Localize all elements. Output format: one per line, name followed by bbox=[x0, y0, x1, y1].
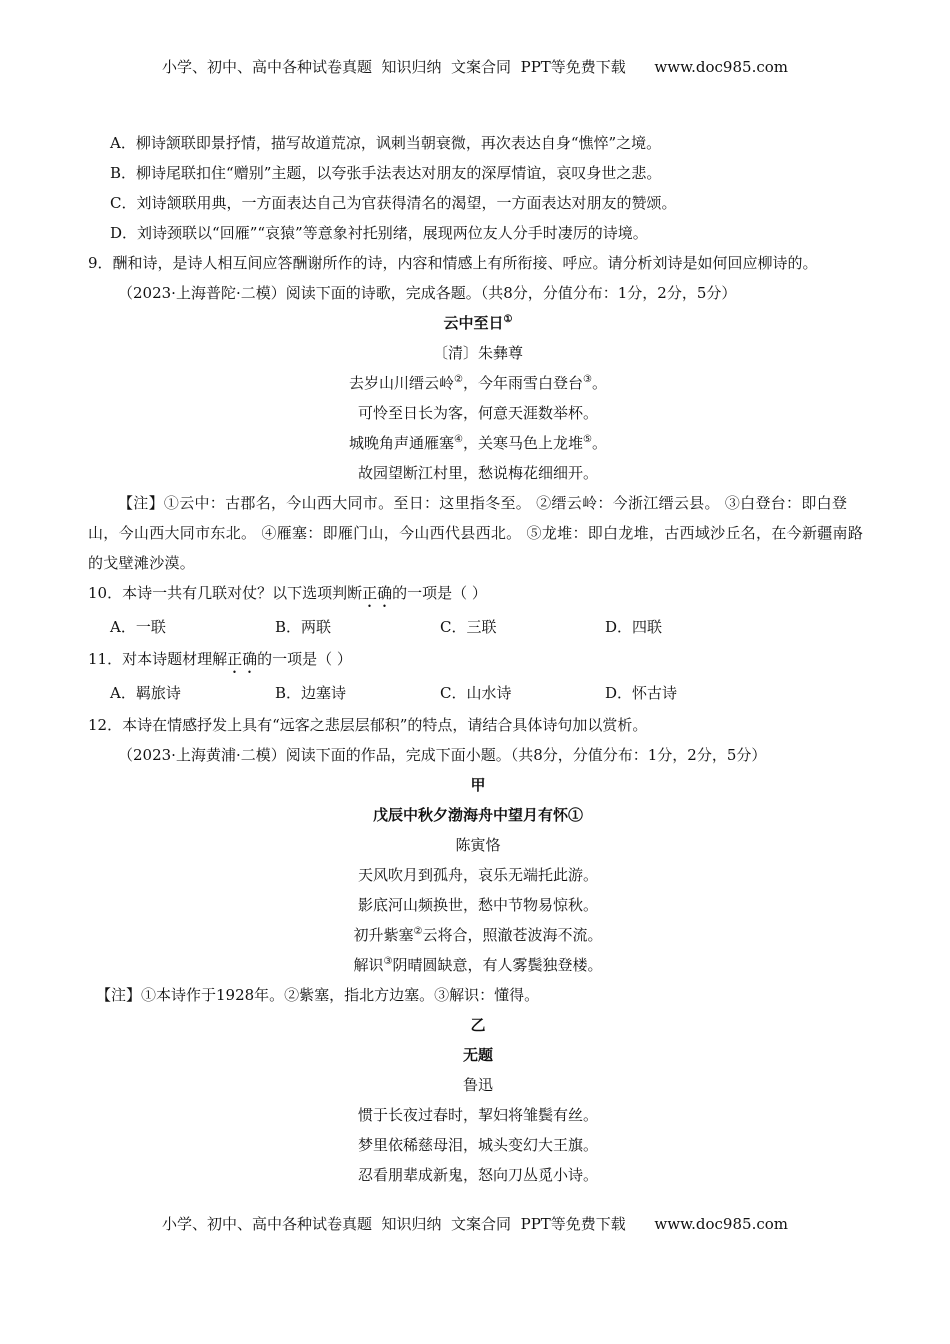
q11-option-b: B．边塞诗 bbox=[275, 684, 347, 702]
q10-emph: 正确 bbox=[362, 584, 393, 602]
q11-option-a: A．羁旅诗 bbox=[110, 684, 181, 702]
q10-post: 的一项是（ ） bbox=[392, 584, 487, 602]
page-header: 小学、初中、高中各种试卷真题 知识归纳 文案合同 PPT等免费下载 www.doc985.com bbox=[161, 58, 788, 76]
q8-option-d: D．刘诗颈联以“回雁”“哀猿”等意象衬托别绪，展现两位友人分手时凄厉的诗境。 bbox=[110, 224, 648, 242]
poem-b-title: 无题 bbox=[462, 1046, 493, 1064]
poem-a-line-4-b: 阴晴圆缺意，有人雾鬓独登楼。 bbox=[392, 956, 603, 974]
q8-option-b: B．柳诗尾联扣住“赠别”主题，以夸张手法表达对朋友的深厚情谊，哀叹身世之悲。 bbox=[110, 164, 662, 182]
q10-option-b: B．两联 bbox=[275, 618, 332, 636]
poem-a-line-3-b: 云将合，照澈苍波海不流。 bbox=[422, 926, 603, 944]
poem-a-line-4 bbox=[88, 950, 868, 980]
poem1-line-1-b: ，今年雨雪白登台 bbox=[462, 374, 583, 392]
poem1-title-text: 云中至日 bbox=[443, 314, 504, 332]
question-11 bbox=[88, 644, 868, 677]
q8-option-a: A．柳诗颔联即景抒情，描写故道荒凉，讽刺当朝衰微，再次表达自身“憔悴”之境。 bbox=[110, 134, 662, 152]
poem1-line-1-c: 。 bbox=[591, 374, 607, 392]
page-footer: 小学、初中、高中各种试卷真题 知识归纳 文案合同 PPT等免费下载 www.doc985.com bbox=[161, 1215, 788, 1233]
poem-a-line-4-n: ③ bbox=[383, 956, 393, 967]
poem1-title-note: ① bbox=[503, 314, 513, 325]
poem-a-line-3-a: 初升紫塞 bbox=[353, 926, 414, 944]
poem-a-line-1: 天风吹月到孤舟，哀乐无端托此游。 bbox=[357, 866, 598, 884]
q11-option-c: C．山水诗 bbox=[440, 684, 512, 702]
poem1-line-1-a: 去岁山川缙云岭 bbox=[349, 374, 455, 392]
poem-a-line-3 bbox=[88, 920, 868, 950]
poem-a-title: 戊辰中秋夕渤海舟中望月有怀① bbox=[372, 806, 583, 824]
question-9: 9．酬和诗，是诗人相互间应答酬谢所作的诗，内容和情感上有所衔接、呼应。请分析刘诗是如何回应柳诗的。 bbox=[88, 254, 818, 272]
section3-source: （2023·上海黄浦·二模）阅读下面的作品，完成下面小题。（共8分，分值分布：1分，2分，5分） bbox=[118, 746, 767, 764]
q10-options bbox=[88, 611, 868, 644]
question-12: 12．本诗在情感抒发上具有“远客之悲层层郁积”的特点，请结合具体诗句加以赏析。 bbox=[88, 716, 648, 734]
q11-post: 的一项是（ ） bbox=[257, 650, 352, 668]
q11-pre: 11．对本诗题材理解 bbox=[88, 650, 228, 668]
poem1-line-3 bbox=[88, 428, 868, 458]
poem1-title bbox=[88, 308, 868, 338]
q10-option-d: D．四联 bbox=[605, 618, 663, 636]
q11-option-d: D．怀古诗 bbox=[605, 684, 678, 702]
q11-emph: 正确 bbox=[227, 650, 258, 668]
q10-pre: 10．本诗一共有几联对仗？以下选项判断 bbox=[88, 584, 363, 602]
poem-b-label: 乙 bbox=[470, 1016, 486, 1034]
poem1-line-3-c: 。 bbox=[591, 434, 607, 452]
poem-b-author: 鲁迅 bbox=[462, 1076, 493, 1094]
poem-a-note: 【注】①本诗作于1928年。②紫塞，指北方边塞。③解识：懂得。 bbox=[96, 986, 540, 1004]
q10-option-c: C．三联 bbox=[440, 618, 497, 636]
poem1-line-4: 故园望断江村里，愁说梅花细细开。 bbox=[357, 464, 598, 482]
poem1-line-1 bbox=[88, 368, 868, 398]
poem-a-line-4-a: 解识 bbox=[353, 956, 384, 974]
poem1-author: 〔清〕朱彝尊 bbox=[432, 344, 523, 362]
poem1-note: 【注】①云中：古郡名，今山西大同市。至日：这里指冬至。 ②缙云岭：今浙江缙云县。 ③白登台：即白登山，今山西大同市东北。 ④雁塞：即雁门山，今山西代县西北。 ⑤龙堆：即白龙堆，古西域沙丘名，在今新疆南路的戈壁滩沙漠。 bbox=[88, 494, 864, 572]
poem1-line-3-a: 城晚角声通雁塞 bbox=[349, 434, 455, 452]
poem-a-line-2: 影底河山频换世，愁中节物易惊秋。 bbox=[357, 896, 598, 914]
q10-option-a: A．一联 bbox=[110, 618, 166, 636]
question-10 bbox=[88, 578, 868, 611]
poem1-line-3-n1: ④ bbox=[454, 434, 463, 445]
page-content bbox=[88, 128, 868, 1190]
poem1-line-1-n1: ② bbox=[454, 374, 463, 385]
poem1-line-1-n2: ③ bbox=[583, 374, 592, 385]
poem1-line-2: 可怜至日长为客，何意天涯数举杯。 bbox=[357, 404, 598, 422]
poem1-line-3-b: ，关寒马色上龙堆 bbox=[462, 434, 583, 452]
q8-option-c: C．刘诗颔联用典，一方面表达自己为官获得清名的渴望，一方面表达对朋友的赞颂。 bbox=[110, 194, 677, 212]
q11-options bbox=[88, 677, 868, 710]
poem-b-line-3: 忍看朋辈成新鬼，怒向刀丛觅小诗。 bbox=[357, 1166, 598, 1184]
poem1-line-3-n2: ⑤ bbox=[583, 434, 592, 445]
poem-b-line-2: 梦里依稀慈母泪，城头变幻大王旗。 bbox=[357, 1136, 598, 1154]
poem-a-label: 甲 bbox=[470, 776, 486, 794]
poem-a-line-3-n: ② bbox=[413, 926, 423, 937]
poem-b-line-1: 惯于长夜过春时，挈妇将雏鬓有丝。 bbox=[357, 1106, 598, 1124]
poem-a-author: 陈寅恪 bbox=[455, 836, 501, 854]
section2-source: （2023·上海普陀·二模）阅读下面的诗歌，完成各题。（共8分，分值分布：1分，2分，5分） bbox=[118, 284, 737, 302]
